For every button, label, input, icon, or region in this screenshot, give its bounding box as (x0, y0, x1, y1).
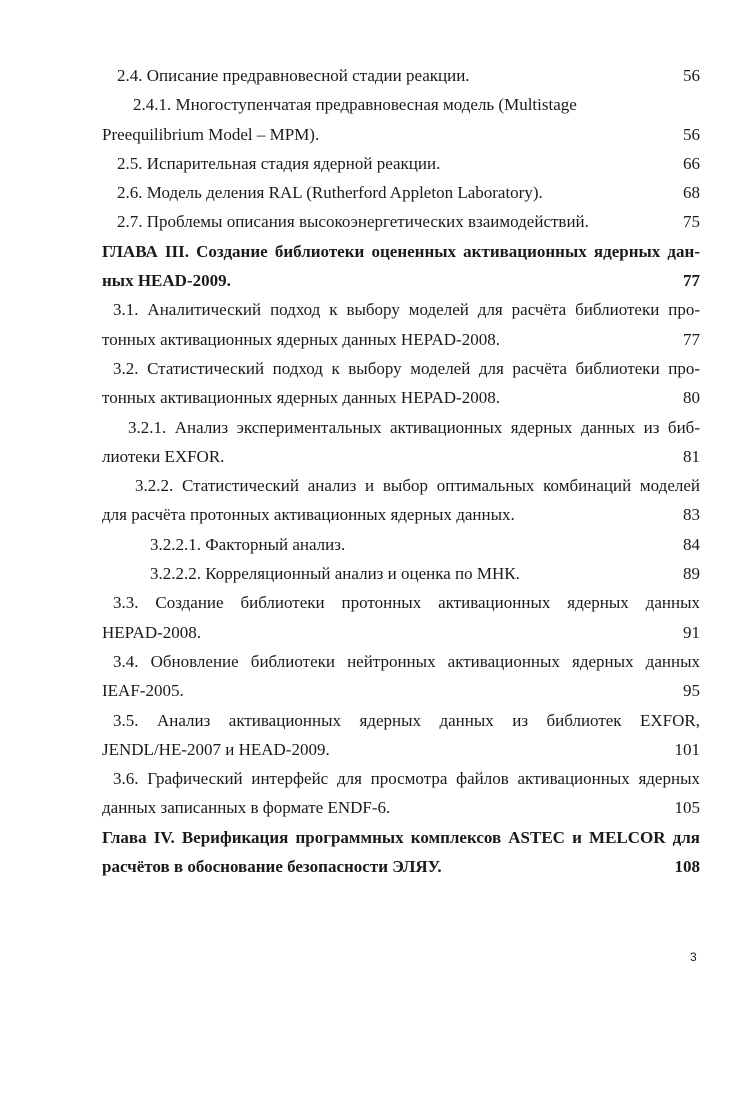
toc-line (102, 588, 700, 617)
toc-page-number: 75 (683, 212, 700, 232)
toc-entry-title: 3.1. Аналитический подход к выбору моделей для расчёта библиотеки про- (113, 300, 700, 320)
toc-line (102, 413, 700, 442)
toc-page-number: 68 (683, 183, 700, 203)
page-number: 3 (690, 950, 697, 964)
toc-entry-title: ных HEAD-2009. (102, 271, 231, 291)
toc-line (102, 295, 700, 324)
toc-entry (102, 178, 700, 207)
toc-entry-title: Preequilibrium Model – MPM). (102, 124, 320, 144)
toc-entry (102, 588, 700, 647)
toc-line (102, 325, 700, 354)
toc-line (102, 559, 700, 588)
toc-line (102, 852, 700, 881)
toc-entry-title: 2.4.1. Многоступенчатая предравновесная модель (Multistage (133, 95, 577, 115)
toc-line (102, 120, 700, 149)
toc-entry-title: 2.5. Испарительная стадия ядерной реакции. (117, 153, 441, 173)
toc-entry-title: расчётов в обоснование безопасности ЭЛЯУ. (102, 857, 442, 877)
toc-line (102, 823, 700, 852)
toc-page-number: 66 (683, 153, 700, 173)
toc-line (102, 207, 700, 236)
toc-page-number: 91 (683, 622, 700, 642)
toc-entry (102, 354, 700, 413)
toc-entry-title: 3.2. Статистический подход к выбору моделей для расчёта библиотеки про- (113, 358, 700, 378)
toc-line (102, 530, 700, 559)
toc-entry (102, 61, 700, 90)
toc-entry (102, 295, 700, 354)
toc-line (102, 647, 700, 676)
toc-entry-title: тонных активационных ядерных данных HEPAD-2008. (102, 388, 500, 408)
toc-entry (102, 530, 700, 559)
toc-line (102, 471, 700, 500)
toc-page-number: 77 (683, 329, 700, 349)
toc-entry-title: 3.5. Анализ активационных ядерных данных из библиотек EXFOR, (113, 710, 700, 730)
toc-entry-title: 2.6. Модель деления RAL (Rutherford Appleton Laboratory). (117, 183, 543, 203)
toc-entry (102, 207, 700, 236)
toc-chapter-entry (102, 237, 700, 296)
toc-line (102, 764, 700, 793)
toc-page-number: 108 (674, 857, 700, 877)
toc-entry-title: 3.6. Графический интерфейс для просмотра файлов активационных ядерных (113, 769, 700, 789)
toc-entry-title: 2.4. Описание предравновесной стадии реакции. (117, 66, 470, 85)
toc-entry-title: для расчёта протонных активационных ядерных данных. (102, 505, 515, 525)
toc-page-number: 95 (683, 681, 700, 701)
toc-entry-title: 3.2.2. Статистический анализ и выбор оптимальных комбинаций моделей (135, 476, 700, 496)
toc-entry-title: Глава IV. Верификация программных комплексов ASTEC и MELCOR для (102, 827, 700, 847)
toc-entry-title: 2.7. Проблемы описания высокоэнергетических взаимодействий. (117, 212, 589, 232)
toc-entry (102, 471, 700, 530)
toc-entry-title: 3.4. Обновление библиотеки нейтронных активационных ядерных данных (113, 651, 700, 671)
toc-entry-title: данных записанных в формате ENDF-6. (102, 798, 391, 818)
toc-page-number: 105 (674, 798, 700, 818)
toc-line (102, 735, 700, 764)
toc-line (102, 61, 700, 90)
toc-entry (102, 764, 700, 823)
toc-line (102, 676, 700, 705)
toc-line (102, 442, 700, 471)
toc-entry (102, 559, 700, 588)
toc-line (102, 793, 700, 822)
toc-entry-title: HEPAD-2008. (102, 622, 202, 642)
toc-line (102, 149, 700, 178)
toc-entry (102, 706, 700, 765)
toc-entry (102, 149, 700, 178)
toc-page-number: 84 (683, 534, 700, 554)
toc-entry-title: 3.2.1. Анализ экспериментальных активационных ядерных данных из биб- (128, 417, 700, 437)
toc-page-number: 89 (683, 564, 700, 584)
toc-page-number: 81 (683, 446, 700, 466)
toc-entry-title: IEAF-2005. (102, 681, 184, 701)
toc-page-number: 80 (683, 388, 700, 408)
toc-line (102, 354, 700, 383)
toc-entry (102, 413, 700, 472)
toc-line (102, 90, 700, 119)
toc-entry-title: тонных активационных ядерных данных HEPAD-2008. (102, 329, 500, 349)
toc-entry-title: 3.2.2.1. Факторный анализ. (150, 534, 346, 554)
toc-page-number: 56 (683, 66, 700, 85)
table-of-contents (102, 61, 700, 881)
toc-entry (102, 647, 700, 706)
toc-entry-title: JENDL/HE-2007 и HEAD-2009. (102, 739, 330, 759)
toc-page-number: 77 (683, 271, 700, 291)
toc-line (102, 383, 700, 412)
toc-entry-title: ГЛАВА III. Создание библиотеки оцененных активационных ядерных дан- (102, 241, 700, 261)
toc-chapter-entry (102, 823, 700, 882)
toc-line (102, 706, 700, 735)
toc-page-number: 83 (683, 505, 700, 525)
toc-entry-title: 3.2.2.2. Корреляционный анализ и оценка по МНК. (150, 564, 520, 584)
toc-page-number: 56 (683, 124, 700, 144)
toc-line (102, 266, 700, 295)
toc-entry-title: лиотеки EXFOR. (102, 446, 225, 466)
toc-page-number: 101 (674, 739, 700, 759)
toc-entry (102, 90, 700, 149)
toc-line (102, 178, 700, 207)
toc-line (102, 618, 700, 647)
toc-entry-title: 3.3. Создание библиотеки протонных активационных ядерных данных (113, 593, 700, 613)
toc-line (102, 500, 700, 529)
toc-line (102, 237, 700, 266)
